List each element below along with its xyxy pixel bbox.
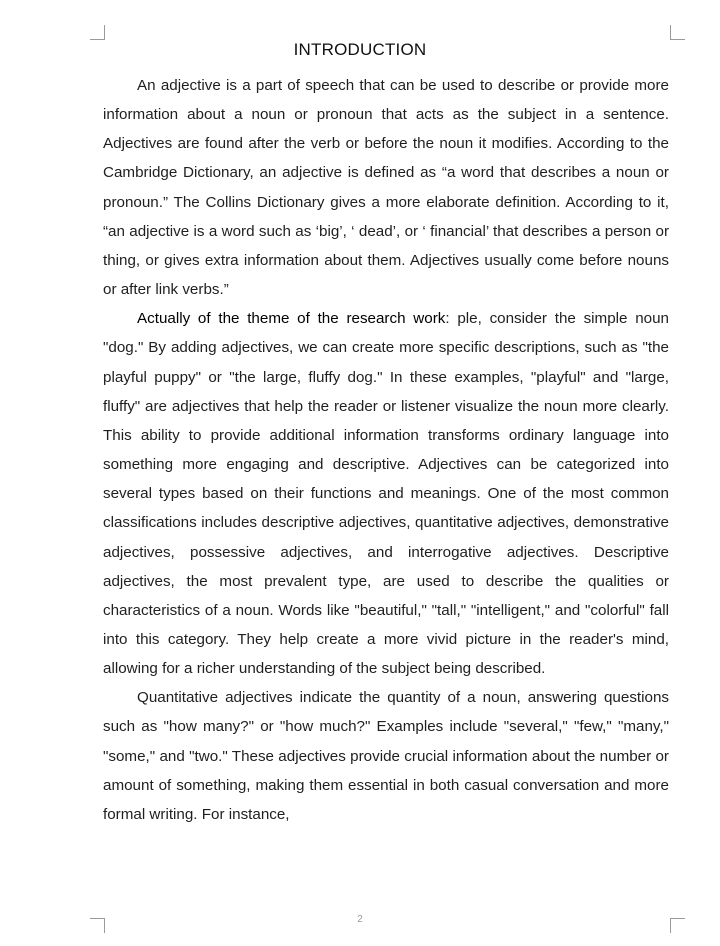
paragraph-3: Quantitative adjectives indicate the quantity of a noun, answering questions such as "how many?" or "how much?" Examples include "several," "few," "many," "some," and "two." These adjectives provide crucial information about the number or amount of something, making them essential in both casual conversation and more formal writing. For instance, bbox=[103, 689, 669, 823]
document-body bbox=[103, 71, 669, 829]
page-number: 2 bbox=[357, 914, 363, 925]
paragraph-2-text: : ple, consider the simple noun "dog." By adding adjectives, we can create more specific descriptions, such as "the playful puppy" or "the large, fluffy dog." In these examples, "playful" and "large, fluffy" are adjectives that help the reader or listener visualize the noun more clearly. This ability to provide additional information transforms ordinary language into something more engaging and descriptive. Adjectives can be categorized into several types based on their functions and meanings. One of the most common classifications includes descriptive adjectives, quantitative adjectives, demonstrative adjectives, possessive adjectives, and interrogative adjectives. Descriptive adjectives, the most prevalent type, are used to describe the qualities or characteristics of a noun. Words like "beautiful," "tall," "intelligent," and "colorful" fall into this category. They help create a more vivid picture in the reader's mind, allowing for a richer understanding of the subject being described. bbox=[103, 310, 670, 678]
paragraph-2-lead: Actually of the theme of the research work bbox=[137, 310, 446, 328]
page-title: INTRODUCTION bbox=[293, 40, 427, 59]
paragraph-2 bbox=[103, 304, 669, 683]
paragraph-1: An adjective is a part of speech that can be used to describe or provide more information about a noun or pronoun that acts as the subject in a sentence. Adjectives are found after the verb or before the noun it modifies. According to the Cambridge Dictionary, an adjective is defined as “a word that describes a noun or pronoun.” The Collins Dictionary gives a more elaborate definition. According to it, “an adjective is a word such as ‘big’, ‘ dead’, or ‘ financial’ that describes a person or thing, or gives extra information about them. Adjectives usually come before nouns or after link verbs.” bbox=[103, 77, 669, 299]
